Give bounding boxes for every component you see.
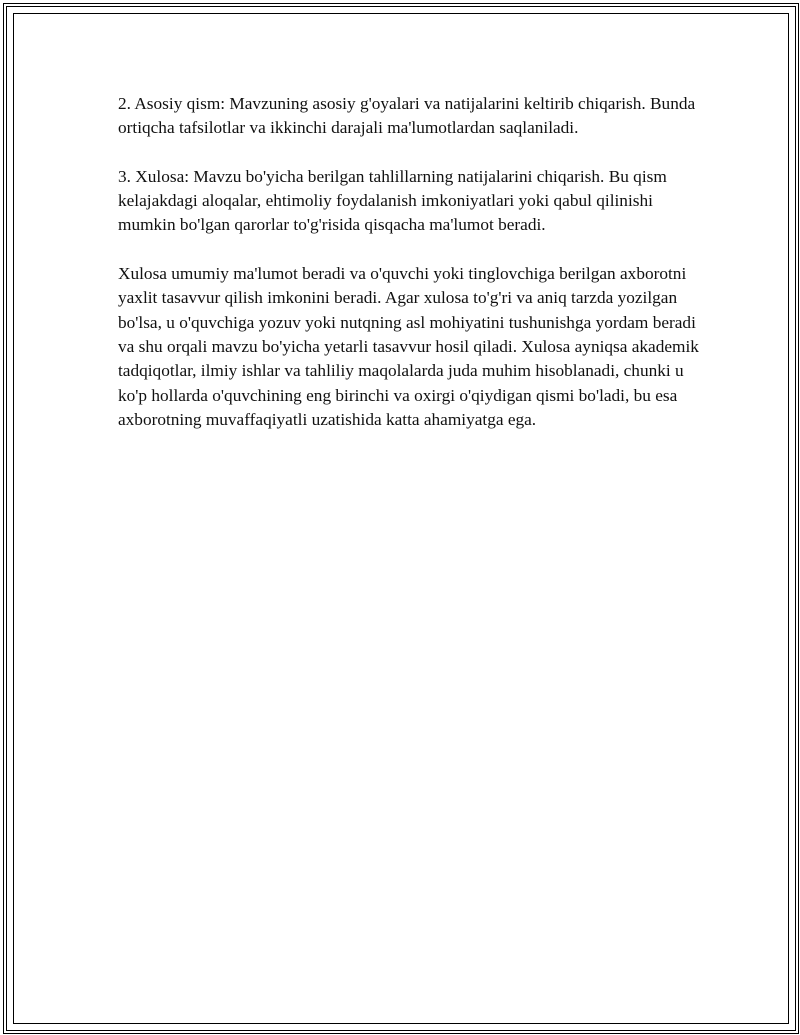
paragraph-conclusion-part: 3. Xulosa: Mavzu bo'yicha berilgan tahlillarning natijalarini chiqarish. Bu qism kelajakdagi aloqalar, ehtimoliy foydalanish imkoniyatlari yoki qabul qilinishi mumkin bo'lgan qarorlar to'g'risida qisqacha ma'lumot beradi. [118, 166, 667, 235]
paragraph-main-part: 2. Asosiy qism: Mavzuning asosiy g'oyalari va natijalarini keltirib chiqarish. Bunda ortiqcha tafsilotlar va ikkinchi darajali ma'lumotlardan saqlaniladi. [118, 94, 696, 138]
paragraph-conclusion-summary: Xulosa umumiy ma'lumot beradi va o'quvchi yoki tinglovchiga berilgan axborotni yaxlit tasavvur qilish imkonini beradi. Agar xulosa to'g'ri va aniq tarzda yozilgan bo'lsa, u o'quvchiga yozuv yoki nutqning asl mohiyatini tushunishga yordam beradi va shu orqali mavzu bo'yicha yetarli tasavvur hosil qiladi. Xulosa ayniqsa akademik tadqiqotlar, ilmiy ishlar va tahliliy maqolalarda juda muhim hisoblanadi, chunki u ko'p hollarda o'quvchining eng birinchi va oxirgi o'qiydigan qismi bo'ladi, bu esa axborotning muvaffaqiyatli uzatishida katta ahamiyatga ega. [118, 264, 699, 429]
document-body [118, 92, 708, 456]
